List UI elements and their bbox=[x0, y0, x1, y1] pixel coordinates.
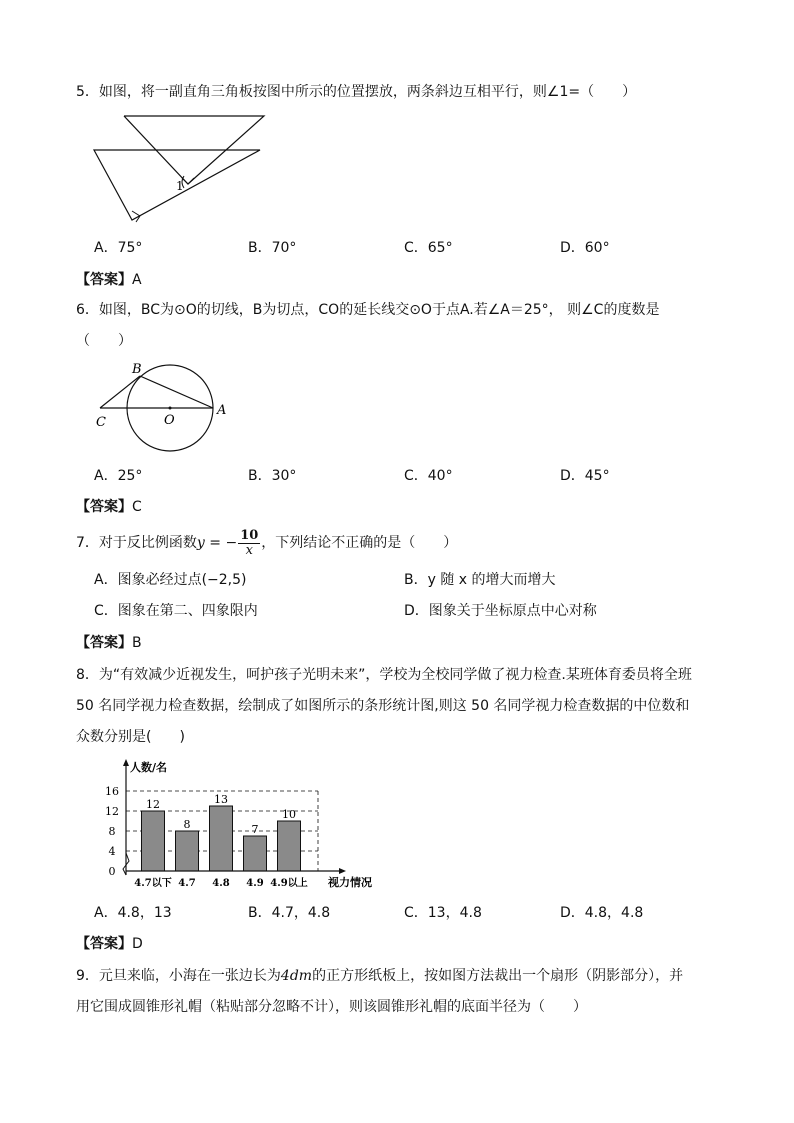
y-tick-label: 0 bbox=[108, 865, 116, 878]
x-tick-label: 4.8 bbox=[212, 878, 230, 889]
q6-option-d[interactable]: D．45° bbox=[560, 468, 610, 484]
q6-option-c[interactable]: C．40° bbox=[404, 468, 453, 484]
bar-value-label: 8 bbox=[183, 818, 191, 831]
q6-label-o: O bbox=[164, 413, 175, 428]
answer-label: 【答案】 bbox=[76, 272, 132, 288]
q8-option-b[interactable]: B．4.7，4.8 bbox=[248, 905, 331, 921]
bar bbox=[244, 836, 267, 871]
bar-value-label: 13 bbox=[214, 793, 228, 806]
q8-stem-line2: 50 名同学视力检查数据，绘制成了如图所示的条形统计图,则这 50 名同学视力检查数据的中位数和 bbox=[76, 698, 690, 714]
answer-label: 【答案】 bbox=[76, 499, 132, 515]
x-tick-label: 4.9 bbox=[246, 878, 264, 889]
q8-stem-line1: 8．为“有效减少近视发生，呵护孩子光明未来”，学校为全校同学做了视力检查.某班体育委员将全班 bbox=[76, 667, 692, 683]
x-tick-label: 4.7 bbox=[178, 878, 196, 889]
q8-answer bbox=[76, 934, 143, 954]
q5-right-angle-2 bbox=[132, 211, 140, 216]
q5-option-d[interactable]: D．60° bbox=[560, 240, 610, 256]
bar bbox=[142, 811, 165, 871]
q7-stem bbox=[76, 528, 457, 558]
q7-option-a[interactable]: A．图象必经过点(−2,5) bbox=[94, 572, 247, 588]
x-tick-label: 4.9以上 bbox=[270, 878, 308, 889]
q6-answer bbox=[76, 497, 142, 517]
q6-label-c: C bbox=[96, 415, 106, 430]
q6-stem-line1: 6．如图，BC为⊙O的切线，B为切点，CO的延长线交⊙O于点A.若∠A＝25°， 则∠C的度数是 bbox=[76, 302, 660, 318]
q8-stem-line3: 众数分别是( ) bbox=[76, 729, 185, 745]
q5-option-b[interactable]: B．70° bbox=[248, 240, 297, 256]
x-axis-label: 视力情况 bbox=[328, 876, 372, 889]
q6-option-a[interactable]: A．25° bbox=[94, 468, 143, 484]
q9-stem-line2: 用它围成圆锥形礼帽（粘贴部分忽略不计），则该圆锥形礼帽的底面半径为（ ） bbox=[76, 999, 587, 1015]
q9-stem-after: 的正方形纸板上，按如图方法裁出一个扇形（阴影部分），并 bbox=[312, 968, 684, 984]
answer-label: 【答案】 bbox=[76, 936, 132, 952]
bar bbox=[278, 821, 301, 871]
q7-answer bbox=[76, 633, 142, 653]
q8-option-d[interactable]: D．4.8，4.8 bbox=[560, 905, 644, 921]
q6-stem-line2: （ ） bbox=[76, 333, 132, 349]
q5-stem: 5．如图，将一副直角三角板按图中所示的位置摆放，两条斜边互相平行，则∠1=（ ） bbox=[76, 84, 637, 100]
q7-frac-den: x bbox=[245, 542, 253, 558]
y-axis-arrow bbox=[123, 759, 129, 766]
q7-fraction bbox=[238, 529, 260, 558]
q9-stem-before: 9．元旦来临，小海在一张边长为 bbox=[76, 968, 281, 984]
bar-value-label: 10 bbox=[282, 808, 296, 821]
bar bbox=[176, 831, 199, 871]
q7-option-b[interactable]: B．y 随 x 的增大而增大 bbox=[404, 572, 556, 588]
q6-option-b[interactable]: B．30° bbox=[248, 468, 297, 484]
q9-stem-line1 bbox=[76, 966, 683, 986]
q7-stem-before: 7．对于反比例函数 bbox=[76, 535, 197, 551]
q6-answer-value: C bbox=[132, 499, 142, 515]
q7-func-lhs: y = − bbox=[196, 535, 238, 551]
y-tick-label: 8 bbox=[108, 825, 116, 838]
q7-frac-num: 10 bbox=[240, 527, 259, 543]
answer-label: 【答案】 bbox=[76, 635, 132, 651]
q5-answer-value: A bbox=[132, 272, 142, 288]
q5-option-a[interactable]: A．75° bbox=[94, 240, 143, 256]
q5-answer bbox=[76, 270, 142, 290]
bar-value-label: 7 bbox=[251, 823, 259, 836]
q6-center-dot bbox=[169, 407, 172, 410]
q8-option-a[interactable]: A．4.8，13 bbox=[94, 905, 172, 921]
q6-label-b: B bbox=[132, 362, 142, 377]
x-tick-label: 4.7以下 bbox=[134, 878, 172, 889]
q5-figure bbox=[88, 110, 288, 250]
q7-answer-value: B bbox=[132, 635, 142, 651]
q6-figure bbox=[92, 360, 242, 460]
x-axis-arrow bbox=[339, 868, 346, 874]
y-tick-label: 12 bbox=[105, 805, 119, 818]
q8-answer-value: D bbox=[132, 936, 143, 952]
q5-option-c[interactable]: C．65° bbox=[404, 240, 453, 256]
q6-label-a: A bbox=[217, 403, 227, 418]
q6-line-CB bbox=[100, 376, 140, 408]
y-tick-label: 4 bbox=[108, 845, 116, 858]
y-axis-label: 人数/名 bbox=[130, 761, 168, 774]
q8-option-c[interactable]: C．13，4.8 bbox=[404, 905, 482, 921]
q7-stem-after: ，下列结论不正确的是（ ） bbox=[261, 535, 458, 551]
bar-value-label: 12 bbox=[146, 798, 160, 811]
q7-option-c[interactable]: C．图象在第二、四象限内 bbox=[94, 603, 258, 619]
q5-angle-label: 1 bbox=[176, 179, 184, 193]
q6-line-BA bbox=[140, 376, 213, 408]
q9-stem-math: 4dm bbox=[280, 968, 313, 984]
q7-option-d[interactable]: D．图象关于坐标原点中心对称 bbox=[404, 603, 597, 619]
q8-bar-chart bbox=[100, 757, 390, 892]
bar bbox=[210, 806, 233, 871]
y-tick-label: 16 bbox=[105, 785, 119, 798]
